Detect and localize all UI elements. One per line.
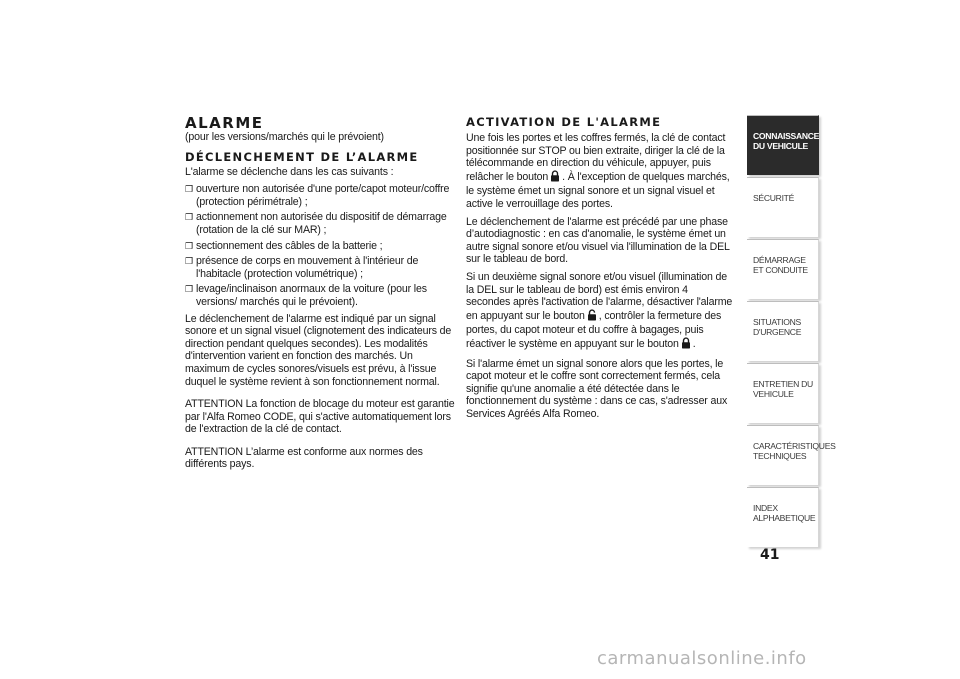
intro-text: L'alarme se déclenche dans les cas suivants : [185,165,394,178]
tab-caracteristiques-techniques[interactable]: CARACTÉRISTIQUES TECHNIQUES [747,425,819,485]
tab-situations-urgence[interactable]: SITUATIONS D'URGENCE [747,301,819,361]
section-title-activation: ACTIVATION DE L'ALARME [466,115,662,129]
list-item: ❒ présence de corps en mouvement à l'intérieur de l'habitacle (protection volumétrique) ; [185,255,419,280]
page-number: 41 [760,547,780,563]
anomaly-paragraph: Si l'alarme émet un signal sonore alors que les portes, le capot moteur et le coffre sont correctement fermés, cela signifie qu'une anomalie a été détectée dans le fonctionnement du système : dans ce cas, s'adresser aux Services Agréés Alfa Romeo. [466,357,728,420]
page-subtitle: (pour les versions/marchés qui le prévoient) [185,131,384,143]
checkbox-bullet-icon: ❒ [185,284,193,295]
tab-securite[interactable]: SÉCURITÉ [747,177,819,237]
lock-icon [550,170,560,186]
chapter-tabs [747,115,836,549]
page-title: ALARME [185,114,264,132]
list-item: ❒ sectionnement des câbles de la batterie ; [185,239,383,252]
section-title-declenchement: DÉCLENCHEMENT DE L’ALARME [185,149,419,164]
activation-paragraph: Une fois les portes et les coffres fermés, la clé de contact positionnée sur STOP ou bien extraite, diriger la clé de la télécommande en direction du véhicule, appuyer, puis relâcher le bouton . À l'exception de quelques marchés, le système émet un signal sonore et un signal visuel et active le verrouillage des portes. [466,132,730,210]
trigger-list [185,183,457,308]
alarm-signal-paragraph: Le déclenchement de l'alarme est indiqué par un signal sonore et un signal visuel (clignotement des indicateurs de direction pendant quelques secondes). Les modalités d'intervention varient en fonction des marchés. Un maximum de cycles sonores/visuels est prévu, à l'issue duquel le système revient à son fonctionnement normal. [185,312,452,388]
tab-entretien-vehicule[interactable]: ENTRETIEN DU VEHICULE [747,363,819,423]
checkbox-bullet-icon: ❒ [185,212,193,223]
checkbox-bullet-icon: ❒ [185,256,193,267]
autodiagnostic-paragraph: Le déclenchement de l'alarme est précédé par une phase d’autodiagnostic : en cas d'anomalie, le système émet un autre signal sonore et/ou visuel via l'illumination de la DEL sur le tableau de bord. [466,215,730,266]
second-signal-paragraph: Si un deuxième signal sonore et/ou visuel (illumination de la DEL sur le tableau de bord) est émis environ 4 secondes après l'activation de l'alarme, désactiver l'alarme en appuyant sur le bouton , contrôler la fermeture des portes, du capot moteur et du coffre à bagages, puis réactiver le système en appuyant sur le bouton . [466,271,734,353]
right-column [466,115,734,425]
attention-note-norms: ATTENTION L’alarme est conforme aux normes des différents pays. [185,445,423,471]
list-item: ❒ ouverture non autorisée d'une porte/capot moteur/coffre (protection périmétrale) ; [185,183,450,208]
lock-icon [681,337,691,353]
unlock-icon [587,309,597,325]
attention-note-code: ATTENTION La fonction de blocage du moteur est garantie par l'Alfa Romeo CODE, qui s'active automatiquement lors de l'extraction de la clé de contact. [185,398,455,436]
tab-demarrage-conduite[interactable]: DÉMARRAGE ET CONDUITE [747,239,819,299]
watermark: carmanualsonline.info [597,648,807,669]
list-item: ❒ actionnement non autorisée du dispositif de démarrage (rotation de la clé sur MAR) ; [185,211,447,236]
checkbox-bullet-icon: ❒ [185,240,193,251]
tab-connaissance-vehicule[interactable]: CONNAISSANCE DU VEHICULE [747,115,819,175]
list-item: ❒ levage/inclinaison anormaux de la voiture (pour les versions/ marchés qui le prévoient). [185,283,427,308]
tab-index-alphabetique[interactable]: INDEX ALPHABETIQUE [747,487,819,547]
left-column [185,115,457,476]
checkbox-bullet-icon: ❒ [185,184,193,195]
